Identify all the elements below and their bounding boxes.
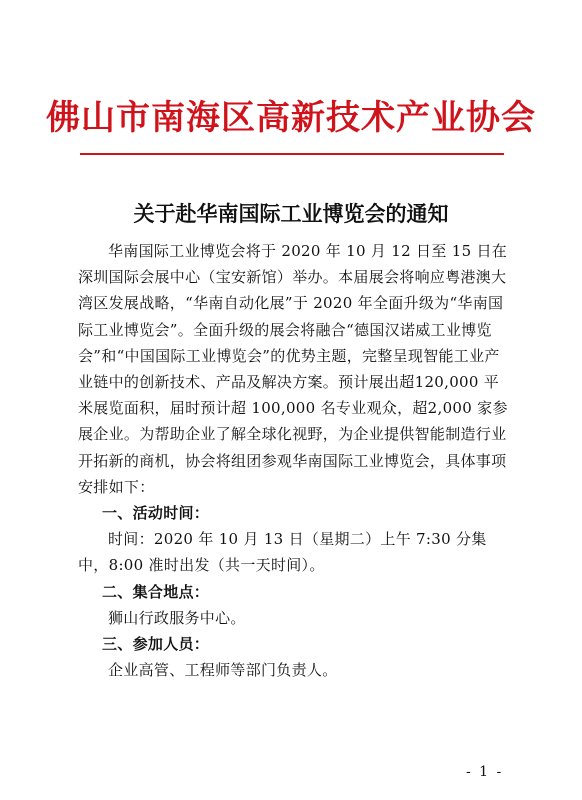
document-body	[78, 238, 508, 683]
section-content-location: 狮山行政服务中心。	[108, 608, 246, 627]
section-heading-location: 二、集合地点：	[102, 582, 210, 601]
document-title: 关于赴华南国际工业博览会的通知	[133, 201, 449, 226]
section-content-time: 时间：2020 年 10 月 13 日（星期二）上午 7:30 分集中，8:00 准时出发（共一天时间）。	[78, 530, 487, 575]
letterhead-divider	[80, 153, 504, 155]
section-content-participants: 企业高管、工程师等部门负责人。	[108, 661, 338, 680]
intro-paragraph: 华南国际工业博览会将于 2020 年 10 月 12 日至 15 日在深圳国际会展中心（宝安新馆）举办。本届展会将响应粤港澳大湾区发展战略，“华南自动化展”于 2020 年全面升级为“华南国际工业博览会”。全面升级的展会将融合“德国汉诺威工业博览会”和“中国国际工业博览会”的优势主题，完整呈现智能工业产业链中的创新技术、产品及解决方案。预计展出超120,000 平米展览面积，届时预计超 100,000 名专业观众，超2,000 家参展企业。为帮助企业了解全球化视野，为企业提供智能制造行业开拓新的商机，协会将组团参观华南国际工业博览会，具体事项安排如下：	[78, 242, 508, 496]
section-heading-participants: 三、参加人员：	[102, 635, 210, 654]
page-number: - 1 -	[466, 764, 504, 780]
letterhead-org-name: 佛山市南海区高新技术产业协会	[46, 98, 536, 138]
section-heading-time: 一、活动时间：	[102, 504, 210, 523]
